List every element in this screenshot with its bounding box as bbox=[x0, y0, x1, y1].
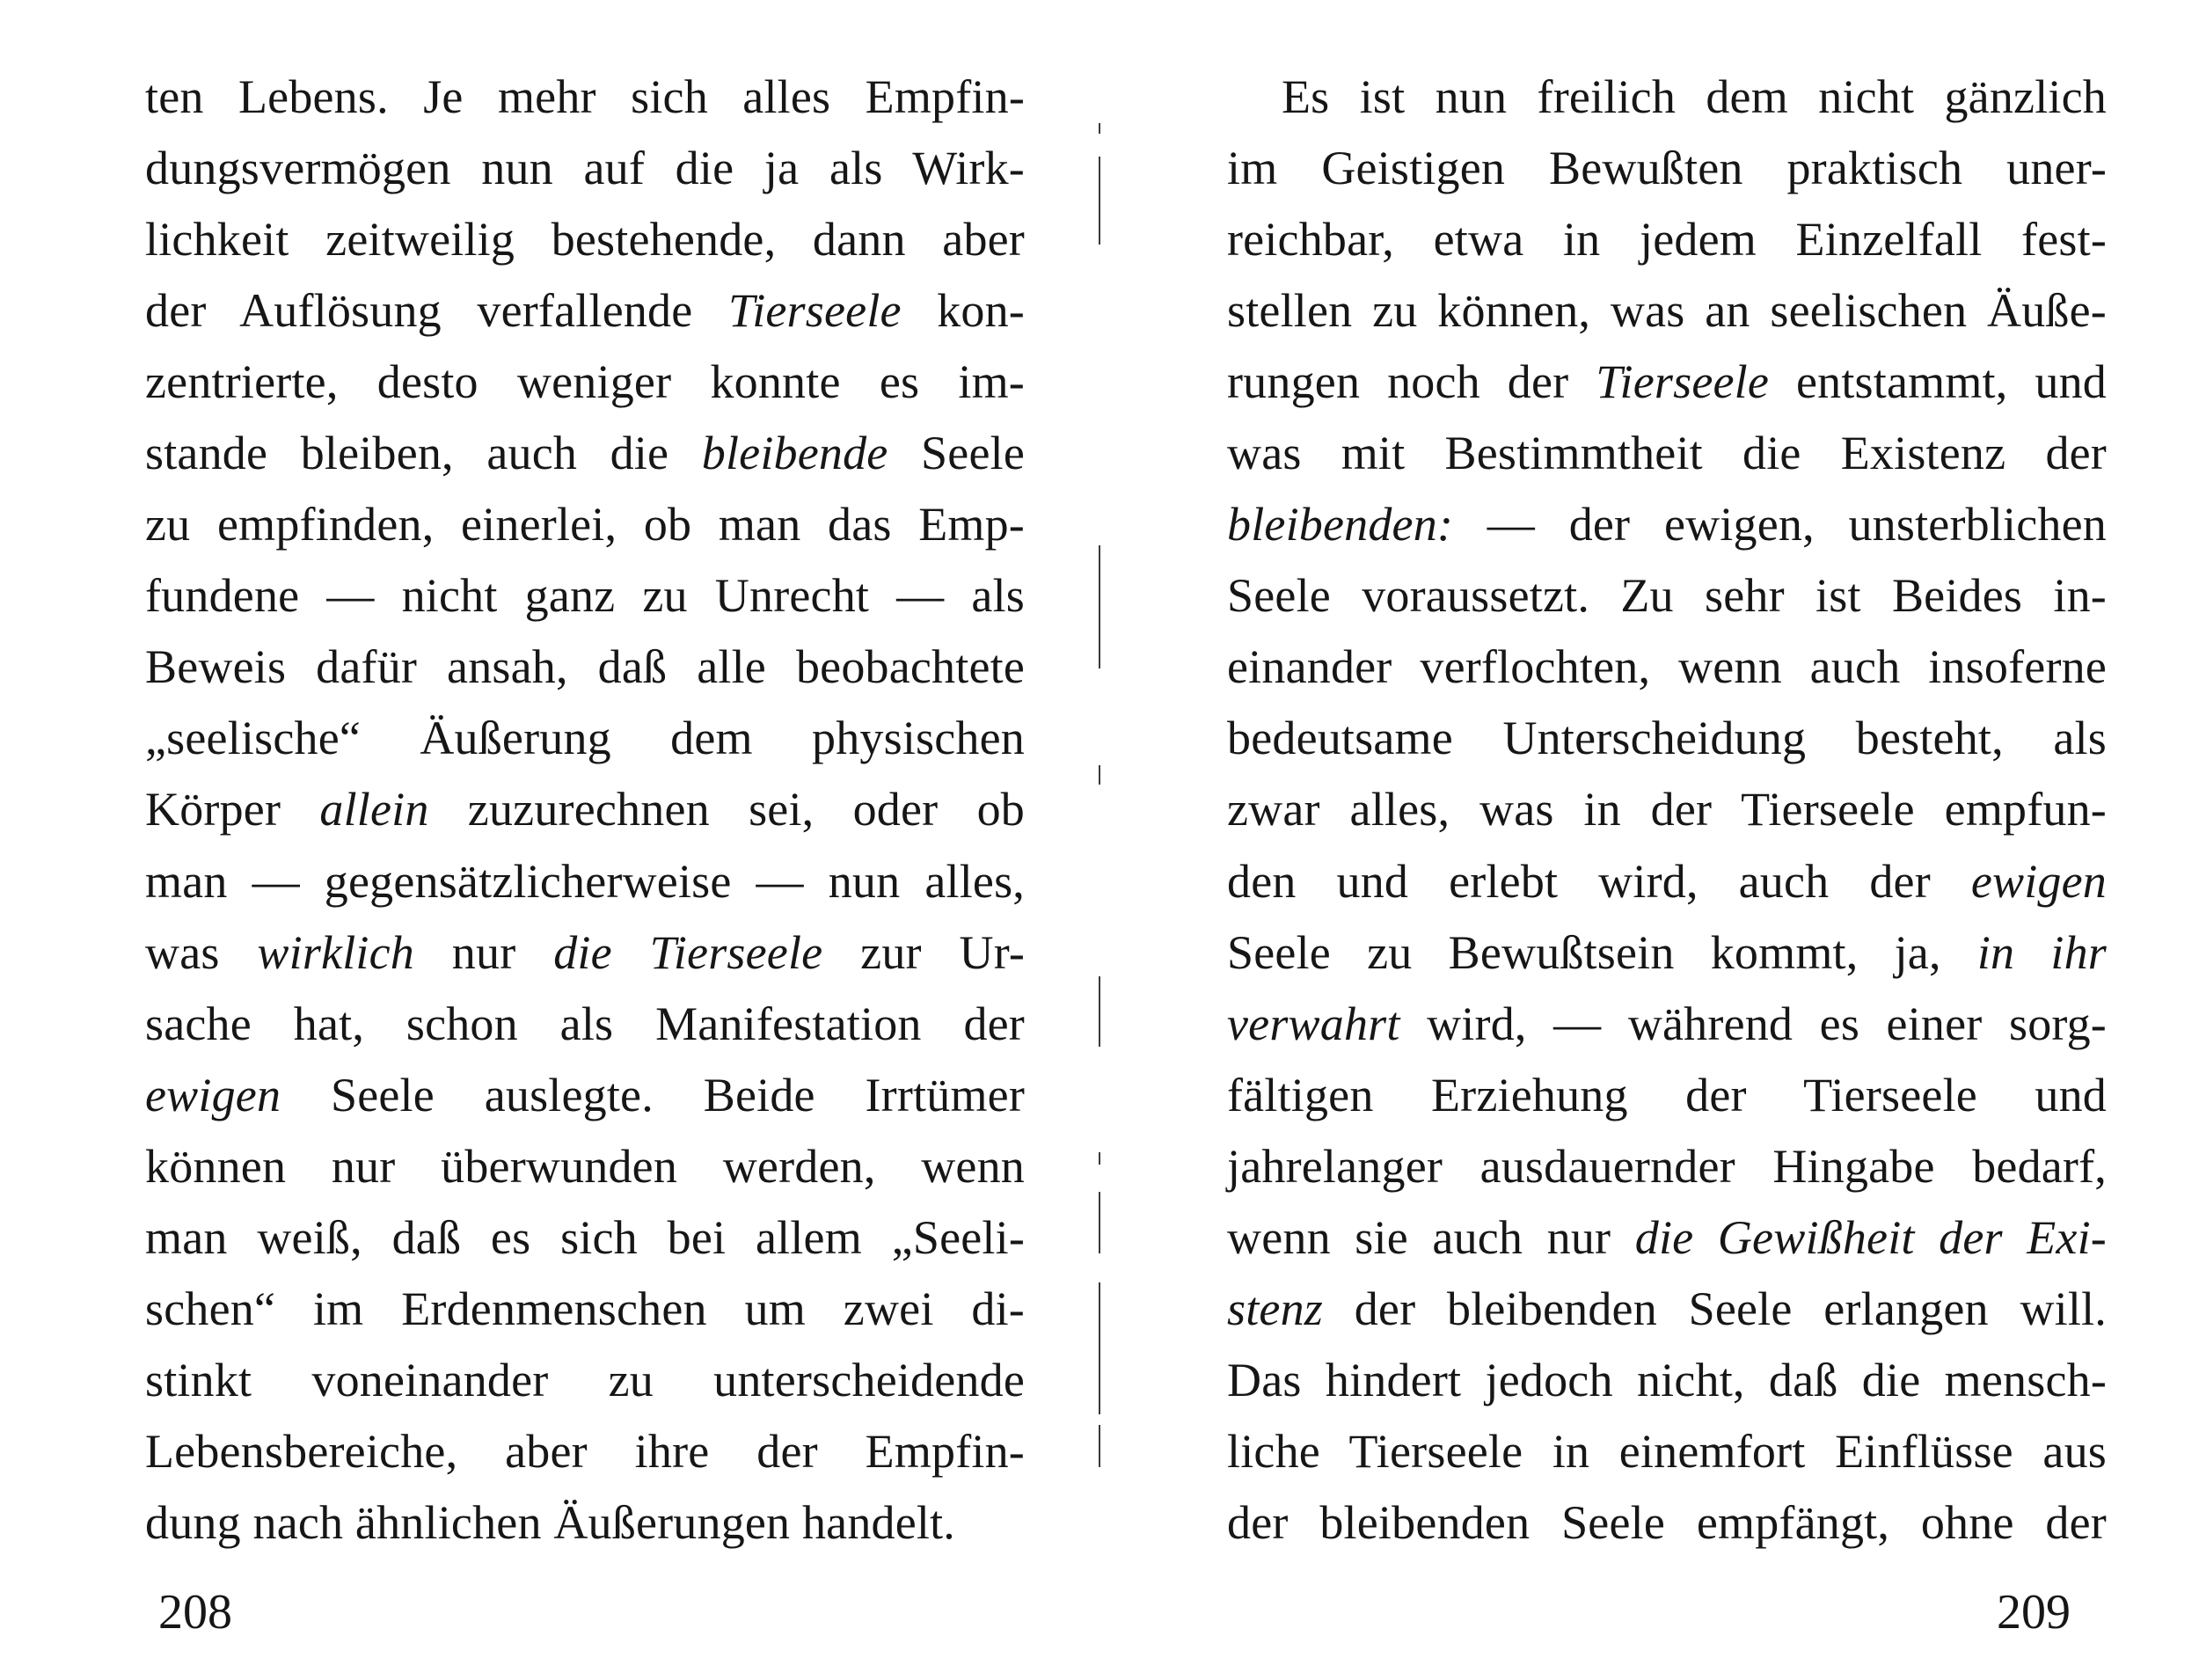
text-line bbox=[1227, 418, 2107, 489]
text-run: — der ewigen, unsterblichen bbox=[1453, 498, 2107, 551]
text-line bbox=[1227, 1202, 2107, 1274]
text-run: dung nach ähnlichen Äußerungen handelt. bbox=[145, 1495, 956, 1549]
text-run: bedeutsame Unterscheidung besteht, als bbox=[1227, 712, 2107, 765]
text-line bbox=[1227, 204, 2107, 275]
text-line bbox=[145, 1487, 1025, 1559]
book-gutter bbox=[1099, 0, 1100, 1680]
text-run: man weiß, daß es sich bei allem „Seeli- bbox=[145, 1210, 1025, 1264]
text-run: zur Ur- bbox=[822, 925, 1026, 979]
text-run: fältigen Erziehung der Tierseele und bbox=[1227, 1068, 2107, 1121]
text-line bbox=[1227, 62, 2107, 133]
italic-run: die Tierseele bbox=[553, 925, 823, 979]
text-line bbox=[1227, 347, 2107, 418]
text-line bbox=[145, 62, 1025, 133]
text-run: fundene — nicht ganz zu Unrecht — als bbox=[145, 569, 1025, 623]
text-line bbox=[1227, 133, 2107, 204]
text-line bbox=[1227, 917, 2107, 989]
italic-run: bleibende bbox=[701, 427, 888, 480]
text-run: Es ist nun freilich dem nicht gänzlich bbox=[1282, 70, 2107, 123]
text-run: der bleibenden Seele empfängt, ohne der bbox=[1227, 1495, 2107, 1549]
text-line bbox=[145, 1345, 1025, 1416]
text-run: ten Lebens. Je mehr sich alles Empfin- bbox=[145, 70, 1025, 123]
page-number-right: 209 bbox=[1997, 1585, 2071, 1640]
text-line bbox=[145, 703, 1025, 774]
text-line bbox=[145, 560, 1025, 632]
text-run: kon- bbox=[901, 284, 1025, 338]
text-run: Beweis dafür ansah, daß alle beobachtete bbox=[145, 640, 1025, 694]
italic-run: ewigen bbox=[1970, 854, 2107, 908]
text-run: der bleibenden Seele erlangen will. bbox=[1323, 1282, 2107, 1335]
text-run: rungen noch der bbox=[1227, 355, 1596, 409]
text-line bbox=[145, 1131, 1025, 1202]
text-line bbox=[145, 632, 1025, 703]
text-line bbox=[145, 133, 1025, 204]
text-run: liche Tierseele in einemfort Einflüsse aus bbox=[1227, 1424, 2107, 1478]
text-run: schen“ im Erdenmenschen um zwei di- bbox=[145, 1282, 1025, 1335]
text-line bbox=[1227, 703, 2107, 774]
text-line bbox=[1227, 489, 2107, 560]
text-line bbox=[1227, 774, 2107, 845]
text-run: zwar alles, was in der Tierseele empfun- bbox=[1227, 783, 2107, 836]
text-run: stinkt voneinander zu unterscheidende bbox=[145, 1353, 1025, 1406]
text-line bbox=[145, 1274, 1025, 1345]
text-run: Seele auslegte. Beide Irrtümer bbox=[281, 1068, 1025, 1121]
text-run: Körper bbox=[145, 783, 320, 836]
text-run: Das hindert jedoch nicht, daß die mensch- bbox=[1227, 1353, 2107, 1406]
italic-run: verwahrt bbox=[1227, 997, 1400, 1050]
text-run: zu empfinden, einerlei, ob man das Emp- bbox=[145, 498, 1025, 551]
text-run: im Geistigen Bewußten praktisch uner- bbox=[1227, 142, 2107, 195]
text-line bbox=[145, 846, 1025, 917]
text-line bbox=[145, 418, 1025, 489]
italic-run: ewigen bbox=[145, 1068, 281, 1121]
italic-run: stenz bbox=[1227, 1282, 1323, 1335]
text-line bbox=[145, 489, 1025, 560]
text-run: wenn sie auch nur bbox=[1227, 1210, 1635, 1264]
text-line bbox=[1227, 846, 2107, 917]
text-run: Lebensbereiche, aber ihre der Empfin- bbox=[145, 1424, 1025, 1478]
italic-run: allein bbox=[319, 783, 429, 836]
text-line bbox=[1227, 275, 2107, 347]
text-run: wird, — während es einer sorg- bbox=[1399, 997, 2107, 1050]
text-run: Seele voraussetzt. Zu sehr ist Beides in- bbox=[1227, 569, 2107, 623]
text-run: nur bbox=[413, 925, 554, 979]
italic-run: Tierseele bbox=[1596, 355, 1770, 409]
text-line bbox=[1227, 1274, 2107, 1345]
text-line bbox=[1227, 560, 2107, 632]
left-page bbox=[145, 62, 1025, 1559]
text-run: was bbox=[145, 925, 258, 979]
text-run: zuzurechnen sei, oder ob bbox=[428, 783, 1025, 836]
text-line bbox=[1227, 1416, 2107, 1487]
text-run: sache hat, schon als Manifestation der bbox=[145, 997, 1025, 1050]
text-line bbox=[1227, 1487, 2107, 1559]
text-run: zentrierte, desto weniger konnte es im- bbox=[145, 355, 1025, 409]
italic-run: in ihr bbox=[1976, 925, 2107, 979]
text-run: dungsvermögen nun auf die ja als Wirk- bbox=[145, 142, 1025, 195]
text-run: stellen zu können, was an seelischen Äuße- bbox=[1227, 284, 2107, 338]
text-line bbox=[1227, 1060, 2107, 1131]
text-line bbox=[1227, 1345, 2107, 1416]
text-line bbox=[145, 917, 1025, 989]
text-run: Seele zu Bewußtsein kommt, ja, bbox=[1227, 925, 1977, 979]
text-line bbox=[145, 204, 1025, 275]
right-page bbox=[1227, 62, 2107, 1559]
italic-run: Tierseele bbox=[727, 284, 902, 338]
text-run: einander verflochten, wenn auch insoferne bbox=[1227, 640, 2107, 694]
text-line bbox=[145, 774, 1025, 845]
text-run: „seelische“ Äußerung dem physischen bbox=[145, 712, 1025, 765]
text-line bbox=[1227, 989, 2107, 1060]
italic-run: die Gewißheit der Exi- bbox=[1634, 1210, 2107, 1264]
text-run: können nur überwunden werden, wenn bbox=[145, 1139, 1025, 1193]
text-line bbox=[145, 347, 1025, 418]
text-run: lichkeit zeitweilig bestehende, dann aber bbox=[145, 213, 1025, 267]
text-line bbox=[145, 1202, 1025, 1274]
italic-run: bleibenden: bbox=[1227, 498, 1454, 551]
text-run: Seele bbox=[888, 427, 1025, 480]
text-run: entstammt, und bbox=[1769, 355, 2107, 409]
text-run: stande bleiben, auch die bbox=[145, 427, 702, 480]
text-line bbox=[145, 275, 1025, 347]
text-run: was mit Bestimmtheit die Existenz der bbox=[1227, 427, 2107, 480]
text-run: der Auflösung verfallende bbox=[145, 284, 728, 338]
text-line bbox=[1227, 632, 2107, 703]
text-run: den und erlebt wird, auch der bbox=[1227, 854, 1971, 908]
text-run: man — gegensätzlicherweise — nun alles, bbox=[145, 854, 1025, 908]
text-line bbox=[1227, 1131, 2107, 1202]
page-number-left: 208 bbox=[158, 1585, 232, 1640]
text-line bbox=[145, 1060, 1025, 1131]
text-line bbox=[145, 1416, 1025, 1487]
text-run: reichbar, etwa in jedem Einzelfall fest- bbox=[1227, 213, 2107, 267]
text-line bbox=[145, 989, 1025, 1060]
text-run: jahrelanger ausdauernder Hingabe bedarf, bbox=[1227, 1139, 2107, 1193]
italic-run: wirklich bbox=[257, 925, 414, 979]
